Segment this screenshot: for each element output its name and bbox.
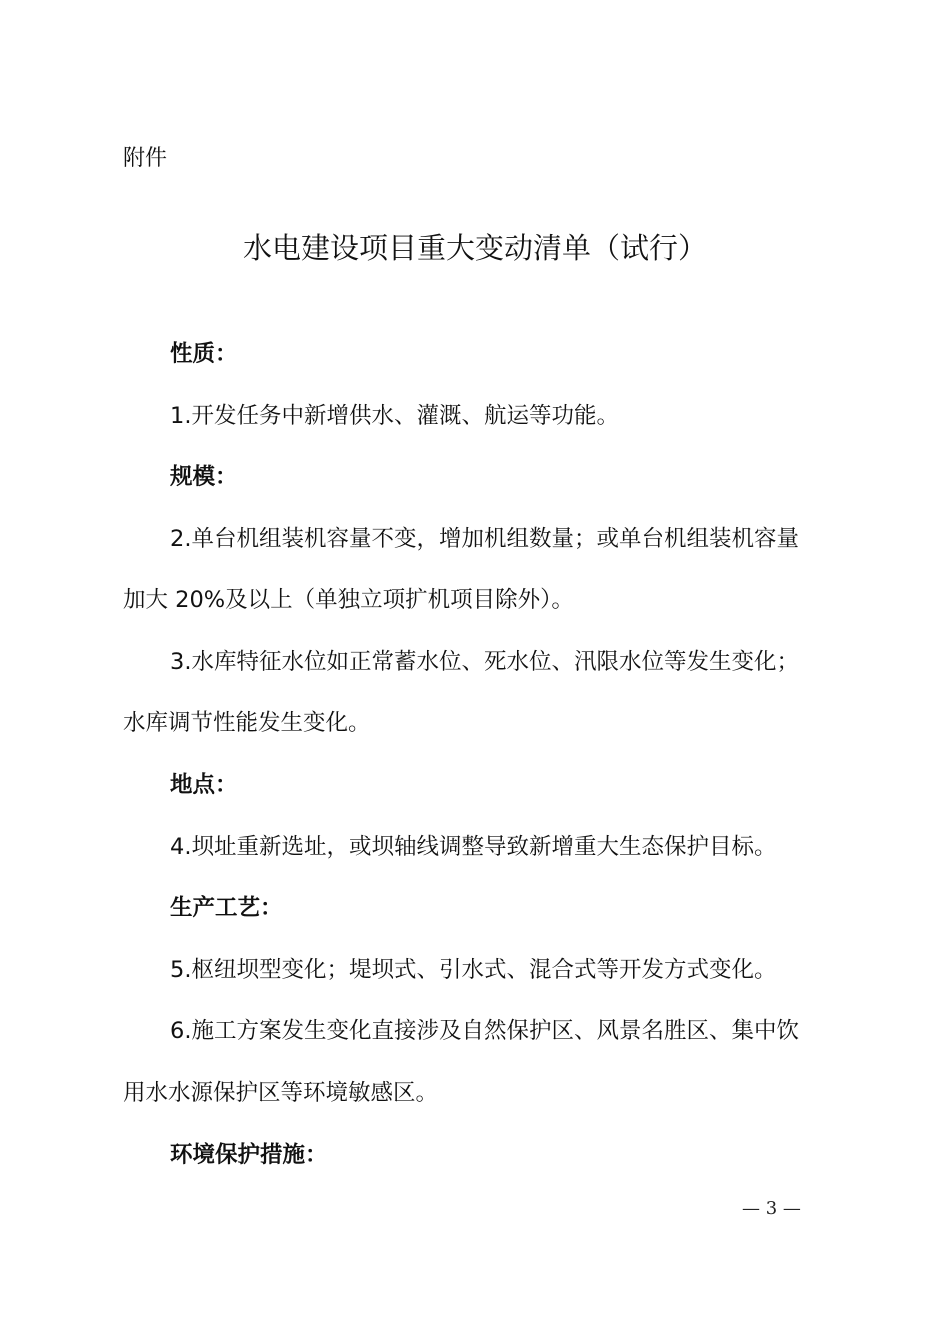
- item-6-line-2: 用水水源保护区等环境敏感区。: [123, 1080, 439, 1106]
- section-heading-environment: 环境保护措施：: [170, 1142, 328, 1168]
- item-2-line-2: 加大 20%及以上（单独立项扩机项目除外）。: [123, 587, 574, 613]
- item-3-line-1: 3.水库特征水位如正常蓄水位、死水位、汛限水位等发生变化；: [170, 649, 799, 675]
- attachment-label: 附件: [123, 146, 168, 171]
- section-heading-scale: 规模：: [170, 464, 238, 490]
- item-2-line-1: 2.单台机组装机容量不变，增加机组数量；或单台机组装机容量: [170, 526, 799, 552]
- item-5-line-1: 5.枢纽坝型变化；堤坝式、引水式、混合式等开发方式变化。: [170, 957, 777, 983]
- item-3-line-2: 水库调节性能发生变化。: [123, 710, 371, 736]
- section-heading-nature: 性质：: [170, 341, 238, 367]
- page-number: — 3 —: [742, 1198, 801, 1219]
- document-title: 水电建设项目重大变动清单（试行）: [242, 231, 707, 265]
- section-heading-location: 地点：: [170, 772, 238, 798]
- item-4-line-1: 4.坝址重新选址，或坝轴线调整导致新增重大生态保护目标。: [170, 834, 777, 860]
- section-heading-process: 生产工艺：: [170, 895, 283, 921]
- item-1-line-1: 1.开发任务中新增供水、灌溉、航运等功能。: [170, 403, 619, 429]
- item-6-line-1: 6.施工方案发生变化直接涉及自然保护区、风景名胜区、集中饮: [170, 1018, 799, 1044]
